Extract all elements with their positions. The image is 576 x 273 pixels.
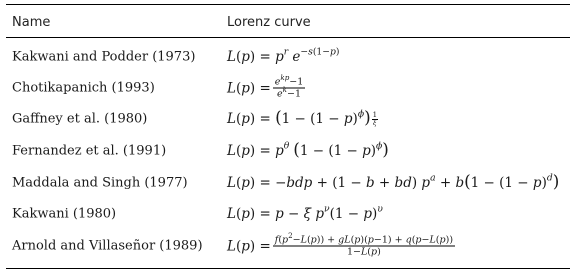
header-rule <box>6 37 570 38</box>
lorenz-formula: L(p) = $\frac{e^{kp}-1}{e^k-1}$ <box>227 73 304 100</box>
lorenz-formula: L(p) = −bdp + (1 − b + bd) $p^a + b(1 - (1 - p)^d)$ <box>227 171 560 191</box>
table-row <box>0 104 576 134</box>
method-name: Arnold and Villaseñor (1989) <box>12 238 203 254</box>
method-name: Kakwani (1980) <box>12 206 117 222</box>
method-name: Gaffney et al. (1980) <box>12 111 148 127</box>
table-row <box>0 168 576 198</box>
table-row <box>0 136 576 166</box>
header-name: Name <box>12 15 51 30</box>
lorenz-formula: L(p) = p − ξ $p^\nu(1 - p)^\upsilon$ <box>227 203 383 222</box>
method-name: Maddala and Singh (1977) <box>12 175 188 191</box>
method-name: Kakwani and Podder (1973) <box>12 49 196 65</box>
method-name: Fernandez et al. (1991) <box>12 143 167 159</box>
header-lorenz-curve: Lorenz curve <box>227 15 311 30</box>
table-row <box>0 199 576 229</box>
top-rule <box>6 4 570 5</box>
table-row <box>0 73 576 103</box>
lorenz-formula: L(p) = $\frac{f(p^2-L(p)) + gL(p)(p-1) + q(p-L(p))}{1-L(p)}$ <box>227 231 454 258</box>
lorenz-formula: $L(p) = p^r$ $e^{-s(1-p)}$ <box>227 46 340 65</box>
bottom-rule <box>6 268 570 269</box>
table-row <box>0 231 576 261</box>
table-row <box>0 42 576 72</box>
lorenz-formula: $L(p) = p^\theta$ $(1 - (1 - p)^\phi)$ <box>227 139 389 159</box>
lorenz-formula: $L(p) = (1 - (1 - p)^\phi)$ 1 ξ <box>227 107 378 127</box>
method-name: Chotikapanich (1993) <box>12 80 155 96</box>
